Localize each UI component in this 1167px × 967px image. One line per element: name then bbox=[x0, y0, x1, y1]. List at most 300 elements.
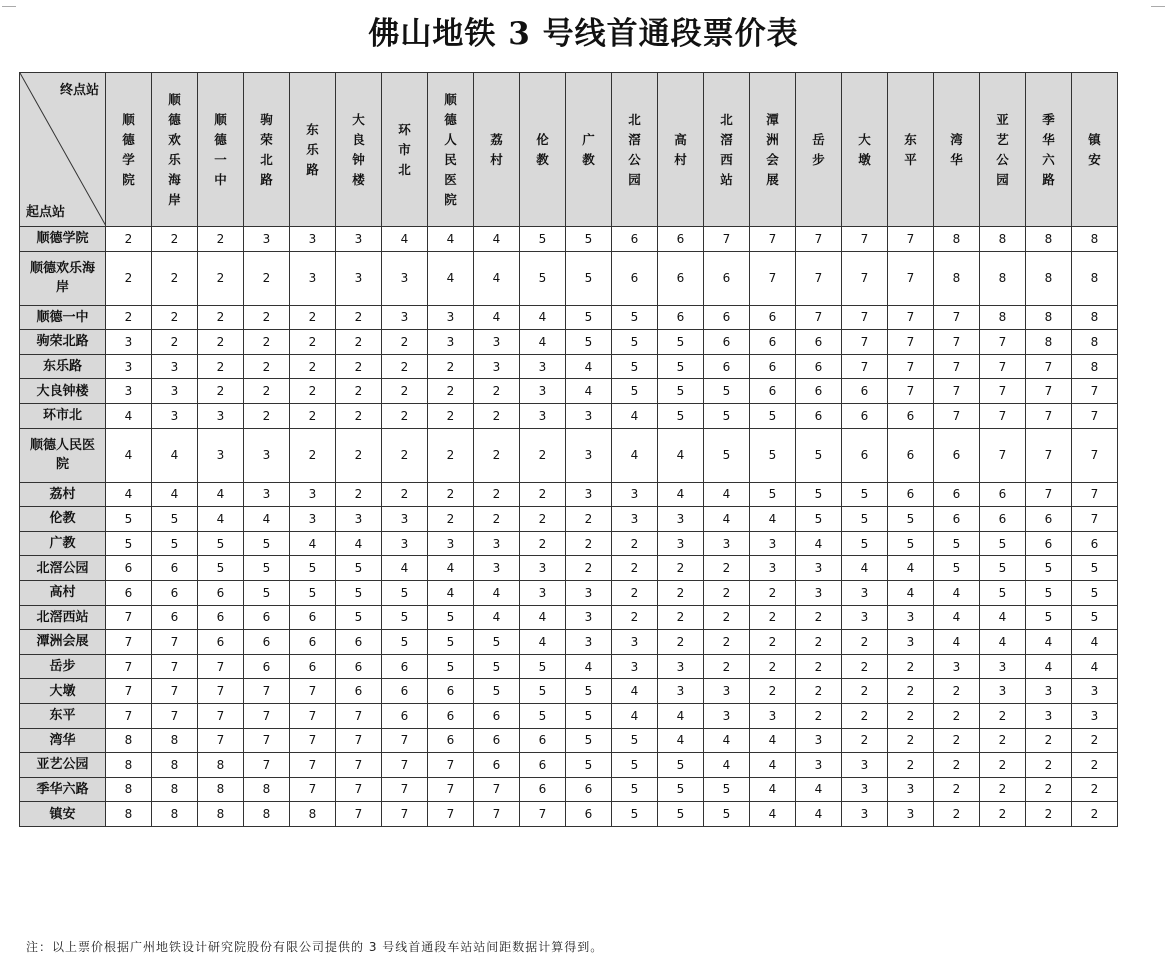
column-header-end-station bbox=[842, 73, 888, 227]
fare-cell: 2 bbox=[520, 428, 566, 482]
table-row bbox=[20, 531, 1118, 556]
fare-cell: 8 bbox=[1026, 305, 1072, 330]
fare-cell: 8 bbox=[1072, 227, 1118, 252]
fare-cell: 3 bbox=[842, 580, 888, 605]
fare-cell: 3 bbox=[842, 753, 888, 778]
table-row bbox=[20, 679, 1118, 704]
fare-cell: 2 bbox=[934, 753, 980, 778]
row-header-start-station: 驹荣北路 bbox=[20, 330, 106, 355]
fare-cell: 8 bbox=[934, 227, 980, 252]
fare-cell: 4 bbox=[796, 777, 842, 802]
column-header-end-station bbox=[1026, 73, 1072, 227]
fare-cell: 2 bbox=[198, 305, 244, 330]
fare-cell: 3 bbox=[382, 507, 428, 532]
fare-cell: 5 bbox=[336, 580, 382, 605]
fare-cell: 2 bbox=[612, 556, 658, 581]
fare-cell: 3 bbox=[750, 703, 796, 728]
fare-cell: 3 bbox=[612, 482, 658, 507]
column-header-end-station bbox=[796, 73, 842, 227]
fare-cell: 6 bbox=[290, 605, 336, 630]
fare-cell: 3 bbox=[428, 531, 474, 556]
fare-cell: 4 bbox=[566, 354, 612, 379]
fare-cell: 2 bbox=[382, 379, 428, 404]
column-header-label: 广教 bbox=[582, 131, 595, 167]
fare-cell: 4 bbox=[704, 482, 750, 507]
fare-cell: 4 bbox=[152, 482, 198, 507]
fare-cell: 4 bbox=[520, 330, 566, 355]
fare-cell: 5 bbox=[934, 556, 980, 581]
fare-cell: 5 bbox=[842, 507, 888, 532]
fare-cell: 2 bbox=[198, 354, 244, 379]
fare-cell: 7 bbox=[520, 802, 566, 827]
column-header-end-station bbox=[980, 73, 1026, 227]
table-row bbox=[20, 630, 1118, 655]
fare-cell: 3 bbox=[888, 802, 934, 827]
fare-cell: 2 bbox=[152, 227, 198, 252]
row-header-start-station: 顺德学院 bbox=[20, 227, 106, 252]
row-header-start-station: 湾华 bbox=[20, 728, 106, 753]
fare-cell: 2 bbox=[106, 227, 152, 252]
row-header-start-station: 北滘西站 bbox=[20, 605, 106, 630]
fare-cell: 6 bbox=[198, 580, 244, 605]
column-header-label: 大墩 bbox=[858, 131, 871, 167]
fare-cell: 5 bbox=[244, 531, 290, 556]
fare-cell: 6 bbox=[658, 227, 704, 252]
fare-cell: 5 bbox=[980, 580, 1026, 605]
fare-cell: 5 bbox=[750, 403, 796, 428]
fare-cell: 2 bbox=[980, 703, 1026, 728]
column-header-label: 亚艺公园 bbox=[996, 111, 1009, 187]
fare-cell: 2 bbox=[750, 605, 796, 630]
fare-cell: 6 bbox=[934, 482, 980, 507]
fare-cell: 2 bbox=[198, 227, 244, 252]
fare-cell: 6 bbox=[796, 330, 842, 355]
fare-cell: 5 bbox=[520, 654, 566, 679]
fare-cell: 5 bbox=[888, 507, 934, 532]
fare-cell: 2 bbox=[428, 379, 474, 404]
fare-cell: 6 bbox=[750, 379, 796, 404]
fare-cell: 5 bbox=[520, 703, 566, 728]
fare-cell: 4 bbox=[934, 605, 980, 630]
fare-cell: 4 bbox=[934, 580, 980, 605]
fare-cell: 2 bbox=[566, 531, 612, 556]
fare-cell: 8 bbox=[980, 251, 1026, 305]
fare-cell: 4 bbox=[750, 728, 796, 753]
fare-cell: 5 bbox=[704, 428, 750, 482]
fare-cell: 5 bbox=[658, 753, 704, 778]
fare-cell: 4 bbox=[704, 507, 750, 532]
fare-cell: 3 bbox=[658, 507, 704, 532]
column-header-end-station bbox=[474, 73, 520, 227]
fare-cell: 5 bbox=[290, 580, 336, 605]
fare-cell: 2 bbox=[520, 507, 566, 532]
fare-cell: 2 bbox=[934, 728, 980, 753]
fare-cell: 2 bbox=[704, 630, 750, 655]
fare-cell: 8 bbox=[106, 802, 152, 827]
column-header-label: 荔村 bbox=[490, 131, 503, 167]
fare-cell: 2 bbox=[750, 630, 796, 655]
fare-cell: 7 bbox=[750, 251, 796, 305]
fare-cell: 4 bbox=[658, 428, 704, 482]
fare-cell: 3 bbox=[566, 605, 612, 630]
fare-cell: 6 bbox=[428, 703, 474, 728]
table-row bbox=[20, 654, 1118, 679]
fare-cell: 8 bbox=[980, 305, 1026, 330]
fare-cell: 4 bbox=[1026, 630, 1072, 655]
fare-cell: 3 bbox=[382, 305, 428, 330]
fare-cell: 6 bbox=[520, 728, 566, 753]
fare-cell: 8 bbox=[244, 802, 290, 827]
column-header-label: 顺德人民医院 bbox=[444, 91, 457, 207]
fare-cell: 4 bbox=[842, 556, 888, 581]
table-row bbox=[20, 580, 1118, 605]
fare-cell: 3 bbox=[474, 556, 520, 581]
fare-cell: 4 bbox=[290, 531, 336, 556]
fare-cell: 5 bbox=[520, 679, 566, 704]
fare-cell: 7 bbox=[290, 777, 336, 802]
fare-cell: 3 bbox=[842, 605, 888, 630]
fare-cell: 5 bbox=[980, 556, 1026, 581]
fare-cell: 7 bbox=[198, 703, 244, 728]
fare-cell: 4 bbox=[474, 580, 520, 605]
table-row bbox=[20, 227, 1118, 252]
row-header-start-station: 岳步 bbox=[20, 654, 106, 679]
fare-cell: 7 bbox=[428, 802, 474, 827]
column-header-end-station bbox=[520, 73, 566, 227]
fare-cell: 2 bbox=[382, 330, 428, 355]
fare-cell: 6 bbox=[382, 703, 428, 728]
fare-cell: 5 bbox=[474, 630, 520, 655]
fare-cell: 7 bbox=[888, 227, 934, 252]
fare-cell: 7 bbox=[1072, 428, 1118, 482]
fare-cell: 3 bbox=[198, 428, 244, 482]
fare-cell: 3 bbox=[474, 531, 520, 556]
fare-cell: 4 bbox=[566, 654, 612, 679]
fare-cell: 6 bbox=[382, 679, 428, 704]
fare-cell: 7 bbox=[934, 403, 980, 428]
column-header-end-station bbox=[336, 73, 382, 227]
row-header-start-station: 广教 bbox=[20, 531, 106, 556]
fare-cell: 4 bbox=[520, 305, 566, 330]
fare-cell: 4 bbox=[658, 728, 704, 753]
fare-cell: 5 bbox=[566, 227, 612, 252]
fare-cell: 5 bbox=[658, 403, 704, 428]
fare-cell: 4 bbox=[198, 507, 244, 532]
fare-cell: 6 bbox=[658, 305, 704, 330]
fare-cell: 4 bbox=[106, 428, 152, 482]
fare-cell: 5 bbox=[1026, 580, 1072, 605]
table-row bbox=[20, 305, 1118, 330]
fare-cell: 4 bbox=[198, 482, 244, 507]
fare-cell: 7 bbox=[474, 802, 520, 827]
table-row bbox=[20, 802, 1118, 827]
fare-cell: 5 bbox=[566, 330, 612, 355]
table-header-row bbox=[20, 73, 1118, 227]
fare-cell: 2 bbox=[888, 679, 934, 704]
fare-cell: 7 bbox=[934, 330, 980, 355]
fare-cell: 4 bbox=[658, 482, 704, 507]
fare-cell: 3 bbox=[934, 654, 980, 679]
fare-cell: 6 bbox=[704, 305, 750, 330]
fare-cell: 6 bbox=[1026, 531, 1072, 556]
column-header-end-station bbox=[428, 73, 474, 227]
column-header-label: 北滘公园 bbox=[628, 111, 641, 187]
fare-cell: 3 bbox=[152, 379, 198, 404]
fare-cell: 2 bbox=[520, 531, 566, 556]
table-row bbox=[20, 753, 1118, 778]
column-header-label: 潭洲会展 bbox=[766, 111, 779, 187]
fare-cell: 7 bbox=[888, 354, 934, 379]
column-header-end-station bbox=[106, 73, 152, 227]
fare-cell: 7 bbox=[934, 305, 980, 330]
fare-cell: 2 bbox=[612, 580, 658, 605]
fare-cell: 5 bbox=[566, 251, 612, 305]
fare-cell: 4 bbox=[474, 605, 520, 630]
column-header-label: 北滘西站 bbox=[720, 111, 733, 187]
fare-cell: 2 bbox=[428, 482, 474, 507]
fare-cell: 7 bbox=[980, 354, 1026, 379]
fare-cell: 4 bbox=[750, 777, 796, 802]
fare-cell: 2 bbox=[704, 654, 750, 679]
fare-cell: 4 bbox=[382, 556, 428, 581]
fare-cell: 5 bbox=[658, 354, 704, 379]
fare-cell: 5 bbox=[382, 605, 428, 630]
fare-cell: 2 bbox=[566, 507, 612, 532]
fare-cell: 2 bbox=[106, 305, 152, 330]
fare-cell: 5 bbox=[658, 379, 704, 404]
fare-cell: 3 bbox=[796, 728, 842, 753]
fare-cell: 2 bbox=[474, 507, 520, 532]
fare-cell: 6 bbox=[520, 777, 566, 802]
fare-cell: 2 bbox=[796, 630, 842, 655]
fare-cell: 2 bbox=[244, 330, 290, 355]
fare-cell: 2 bbox=[382, 403, 428, 428]
fare-cell: 8 bbox=[1072, 305, 1118, 330]
fare-cell: 5 bbox=[428, 605, 474, 630]
fare-cell: 3 bbox=[244, 428, 290, 482]
fare-cell: 6 bbox=[198, 605, 244, 630]
fare-cell: 2 bbox=[796, 703, 842, 728]
page-title: 佛山地铁 3 号线首通段票价表 bbox=[368, 16, 799, 52]
fare-cell: 2 bbox=[474, 403, 520, 428]
table-row bbox=[20, 728, 1118, 753]
fare-cell: 7 bbox=[244, 728, 290, 753]
fare-cell: 5 bbox=[566, 753, 612, 778]
fare-cell: 2 bbox=[612, 531, 658, 556]
fare-cell: 2 bbox=[842, 728, 888, 753]
fare-cell: 2 bbox=[290, 403, 336, 428]
row-header-start-station: 伦教 bbox=[20, 507, 106, 532]
fare-cell: 8 bbox=[1072, 354, 1118, 379]
fare-cell: 2 bbox=[336, 482, 382, 507]
fare-cell: 2 bbox=[612, 605, 658, 630]
fare-cell: 7 bbox=[152, 703, 198, 728]
fare-cell: 3 bbox=[520, 354, 566, 379]
fare-cell: 2 bbox=[934, 679, 980, 704]
table-row bbox=[20, 379, 1118, 404]
fare-cell: 5 bbox=[704, 777, 750, 802]
row-header-start-station: 北滘公园 bbox=[20, 556, 106, 581]
fare-cell: 4 bbox=[428, 227, 474, 252]
fare-cell: 8 bbox=[152, 802, 198, 827]
row-header-start-station: 潭洲会展 bbox=[20, 630, 106, 655]
row-header-start-station: 大良钟楼 bbox=[20, 379, 106, 404]
fare-cell: 6 bbox=[842, 428, 888, 482]
fare-cell: 4 bbox=[750, 753, 796, 778]
column-header-end-station bbox=[152, 73, 198, 227]
fare-cell: 2 bbox=[888, 654, 934, 679]
fare-cell: 4 bbox=[658, 703, 704, 728]
fare-cell: 7 bbox=[888, 305, 934, 330]
fare-cell: 8 bbox=[198, 802, 244, 827]
fare-cell: 4 bbox=[106, 403, 152, 428]
fare-cell: 7 bbox=[106, 679, 152, 704]
fare-cell: 8 bbox=[106, 753, 152, 778]
fare-cell: 2 bbox=[980, 802, 1026, 827]
column-header-label: 环市北 bbox=[398, 121, 411, 177]
start-station-label: 起点站 bbox=[26, 205, 66, 220]
fare-cell: 2 bbox=[428, 403, 474, 428]
fare-cell: 2 bbox=[382, 354, 428, 379]
fare-cell: 3 bbox=[980, 654, 1026, 679]
fare-cell: 2 bbox=[336, 305, 382, 330]
fare-cell: 8 bbox=[290, 802, 336, 827]
fare-cell: 7 bbox=[842, 227, 888, 252]
fare-cell: 3 bbox=[520, 403, 566, 428]
fare-cell: 6 bbox=[842, 403, 888, 428]
fare-cell: 4 bbox=[520, 605, 566, 630]
fare-cell: 6 bbox=[474, 703, 520, 728]
column-header-label: 顺德欢乐海岸 bbox=[168, 91, 181, 207]
fare-cell: 7 bbox=[336, 753, 382, 778]
fare-cell: 6 bbox=[474, 753, 520, 778]
fare-cell: 2 bbox=[658, 580, 704, 605]
fare-cell: 2 bbox=[980, 728, 1026, 753]
fare-cell: 2 bbox=[1072, 777, 1118, 802]
column-header-end-station bbox=[244, 73, 290, 227]
fare-cell: 6 bbox=[106, 580, 152, 605]
fare-cell: 5 bbox=[1026, 605, 1072, 630]
fare-cell: 3 bbox=[106, 330, 152, 355]
fare-cell: 7 bbox=[290, 728, 336, 753]
fare-cell: 3 bbox=[704, 679, 750, 704]
fare-cell: 6 bbox=[520, 753, 566, 778]
fare-cell: 2 bbox=[934, 777, 980, 802]
fare-cell: 6 bbox=[934, 428, 980, 482]
fare-cell: 4 bbox=[106, 482, 152, 507]
fare-cell: 8 bbox=[106, 728, 152, 753]
fare-cell: 3 bbox=[658, 531, 704, 556]
fare-cell: 2 bbox=[198, 379, 244, 404]
fare-cell: 2 bbox=[1072, 753, 1118, 778]
fare-cell: 3 bbox=[290, 482, 336, 507]
fare-cell: 2 bbox=[704, 580, 750, 605]
fare-cell: 3 bbox=[290, 251, 336, 305]
column-header-end-station bbox=[1072, 73, 1118, 227]
fare-cell: 6 bbox=[750, 305, 796, 330]
fare-cell: 7 bbox=[934, 379, 980, 404]
column-header-end-station bbox=[750, 73, 796, 227]
fare-cell: 5 bbox=[1026, 556, 1072, 581]
fare-cell: 4 bbox=[474, 305, 520, 330]
fare-cell: 2 bbox=[244, 305, 290, 330]
fare-cell: 5 bbox=[842, 482, 888, 507]
fare-cell: 5 bbox=[336, 605, 382, 630]
fare-cell: 2 bbox=[290, 379, 336, 404]
fare-cell: 6 bbox=[244, 605, 290, 630]
column-header-end-station bbox=[290, 73, 336, 227]
fare-cell: 3 bbox=[566, 428, 612, 482]
page-corner-mark-left bbox=[2, 0, 16, 7]
fare-cell: 4 bbox=[382, 227, 428, 252]
fare-cell: 2 bbox=[750, 654, 796, 679]
fare-cell: 4 bbox=[612, 403, 658, 428]
fare-cell: 6 bbox=[980, 507, 1026, 532]
fare-cell: 7 bbox=[382, 728, 428, 753]
fare-cell: 2 bbox=[842, 654, 888, 679]
fare-cell: 7 bbox=[1026, 354, 1072, 379]
fare-cell: 2 bbox=[888, 753, 934, 778]
fare-cell: 7 bbox=[336, 703, 382, 728]
fare-cell: 4 bbox=[980, 605, 1026, 630]
fare-cell: 2 bbox=[474, 482, 520, 507]
fare-cell: 4 bbox=[796, 531, 842, 556]
fare-cell: 3 bbox=[658, 679, 704, 704]
column-header-end-station bbox=[934, 73, 980, 227]
fare-cell: 7 bbox=[244, 703, 290, 728]
fare-cell: 5 bbox=[474, 679, 520, 704]
fare-cell: 3 bbox=[796, 580, 842, 605]
fare-cell: 5 bbox=[796, 507, 842, 532]
fare-cell: 7 bbox=[1072, 482, 1118, 507]
fare-cell: 3 bbox=[474, 354, 520, 379]
fare-cell: 5 bbox=[1072, 556, 1118, 581]
fare-cell: 6 bbox=[152, 605, 198, 630]
fare-cell: 5 bbox=[980, 531, 1026, 556]
column-header-end-station bbox=[658, 73, 704, 227]
fare-cell: 5 bbox=[658, 330, 704, 355]
fare-cell: 7 bbox=[796, 227, 842, 252]
row-header-start-station: 东平 bbox=[20, 703, 106, 728]
fare-cell: 3 bbox=[704, 703, 750, 728]
fare-cell: 6 bbox=[1072, 531, 1118, 556]
fare-cell: 7 bbox=[980, 428, 1026, 482]
fare-cell: 5 bbox=[612, 379, 658, 404]
column-header-label: 东平 bbox=[904, 131, 917, 167]
fare-cell: 6 bbox=[704, 330, 750, 355]
fare-cell: 8 bbox=[1026, 330, 1072, 355]
row-header-start-station: 亚艺公园 bbox=[20, 753, 106, 778]
fare-cell: 3 bbox=[888, 605, 934, 630]
fare-cell: 2 bbox=[704, 556, 750, 581]
fare-cell: 3 bbox=[336, 251, 382, 305]
fare-cell: 6 bbox=[152, 580, 198, 605]
row-header-start-station: 镇安 bbox=[20, 802, 106, 827]
fare-cell: 2 bbox=[658, 556, 704, 581]
column-header-label: 顺德学院 bbox=[122, 111, 135, 187]
fare-cell: 3 bbox=[842, 802, 888, 827]
fare-cell: 6 bbox=[566, 777, 612, 802]
fare-cell: 5 bbox=[750, 482, 796, 507]
fare-cell: 5 bbox=[704, 403, 750, 428]
fare-cell: 5 bbox=[566, 679, 612, 704]
fare-cell: 3 bbox=[106, 354, 152, 379]
fare-cell: 2 bbox=[152, 330, 198, 355]
column-header-label: 驹荣北路 bbox=[260, 111, 273, 187]
fare-cell: 2 bbox=[1026, 802, 1072, 827]
fare-cell: 7 bbox=[888, 379, 934, 404]
fare-cell: 4 bbox=[428, 556, 474, 581]
